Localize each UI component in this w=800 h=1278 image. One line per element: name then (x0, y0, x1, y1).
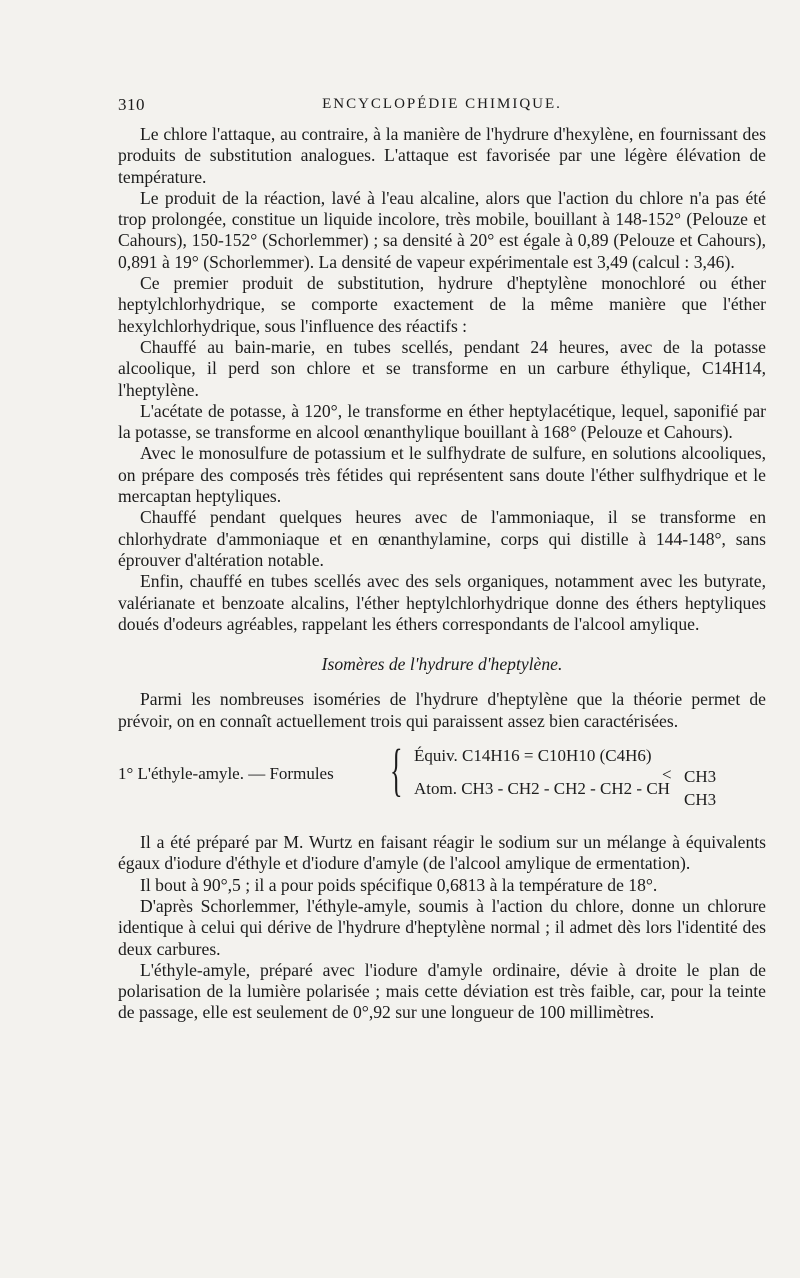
formula-block (118, 737, 766, 824)
formula-branch-top: CH3 (684, 767, 717, 787)
paragraph: L'acétate de potasse, à 120°, le transforme en éther heptylacétique, lequel, saponifié par la potasse, se transforme en alcool œnanthylique bouillant à 168° (Pelouze et Cahours). (118, 400, 766, 443)
formula-label: 1° L'éthyle-amyle. — Formules (118, 764, 334, 784)
page-body (118, 124, 766, 1024)
paragraph: Chauffé pendant quelques heures avec de l'ammoniaque, il se transforme en chlorhydrate d'ammoniaque et en œnanthylamine, corps qui distille à 144-148°, sans éprouver d'altération notable. (118, 507, 766, 570)
formula-atom: Atom. CH3 - CH2 - CH2 - CH2 - CH (414, 779, 670, 799)
paragraph: Ce premier produit de substitution, hydrure d'heptylène monochloré ou éther heptylchlorhydrique, se comporte exactement de la même manière que l'éther hexylchlorhydrique, sous l'influence des réactifs : (118, 273, 766, 336)
paragraph: Chauffé au bain-marie, en tubes scellés, pendant 24 heures, avec de la potasse alcoolique, il perd son chlore et se transforme en un carbure éthylique, C14H14, l'heptylène. (118, 336, 766, 400)
branch-icon: < (662, 765, 672, 785)
page-number: 310 (118, 95, 145, 114)
paragraph: Enfin, chauffé en tubes scellés avec des sels organiques, notamment avec les butyrate, valérianate et benzoate alcalins, l'éther heptylchlorhydrique donne des éthers heptyliques doués d'odeurs agréables, rappelant les éthers correspondants de l'alcool amylique. (118, 571, 766, 634)
formula-equiv: Équiv. C14H16 = C10H10 (C4H6) (414, 746, 652, 766)
paragraph: D'après Schorlemmer, l'éthyle-amyle, soumis à l'action du chlore, donne un chlorure identique à celui qui dérive de l'hydrure d'heptylène normal ; il admet dès lors l'identité des deux carbures. (118, 895, 766, 959)
formula-branch-bottom: CH3 (684, 790, 717, 810)
brace-icon: { (390, 737, 403, 803)
page-header (118, 95, 766, 119)
running-title: ENCYCLOPÉDIE CHIMIQUE. (322, 96, 562, 112)
paragraph: Avec le monosulfure de potassium et le sulfhydrate de sulfure, en solutions alcooliques, on prépare des composés très fétides qui représentent sans doute l'éther sulfhydrique et le mercaptan heptyliques. (118, 443, 766, 507)
paragraph: Le chlore l'attaque, au contraire, à la manière de l'hydrure d'hexylène, en fournissant des produits de substitution analogues. L'attaque est favorisée par une légère élévation de température. (118, 124, 766, 187)
paragraph: L'éthyle-amyle, préparé avec l'iodure d'amyle ordinaire, dévie à droite le plan de polarisation de la lumière polarisée ; mais cette déviation est très faible, car, pour la teinte de passage, elle est seulement de 0°,92 sur une longueur de 100 millimètres. (118, 959, 766, 1023)
paragraph: Le produit de la réaction, lavé à l'eau alcaline, alors que l'action du chlore n'a pas été trop prolongée, constitue un liquide incolore, très mobile, bouillant à 148-152° (Pelouze et Cahours), 150-152° (Schorlemmer) ; sa densité à 20° est égale à 0,89 (Pelouze et Cahours), 0,891 à 19° (Schorlemmer). La densité de vapeur expérimentale est 3,49 (calcul : 3,46). (118, 187, 766, 272)
paragraph: Il a été préparé par M. Wurtz en faisant réagir le sodium sur un mélange à équivalents égaux d'iodure d'éthyle et d'iodure d'amyle (de l'alcool amylique de ermentation). (118, 832, 766, 874)
paragraph: Parmi les nombreuses isoméries de l'hydrure d'heptylène que la théorie permet de prévoir, on en connaît actuellement trois qui paraissent assez bien caractérisées. (118, 689, 766, 731)
paragraph: Il bout à 90°,5 ; il a pour poids spécifique 0,6813 à la température de 18°. (140, 874, 658, 895)
section-heading: Isomères de l'hydrure d'heptylène. (321, 654, 563, 675)
